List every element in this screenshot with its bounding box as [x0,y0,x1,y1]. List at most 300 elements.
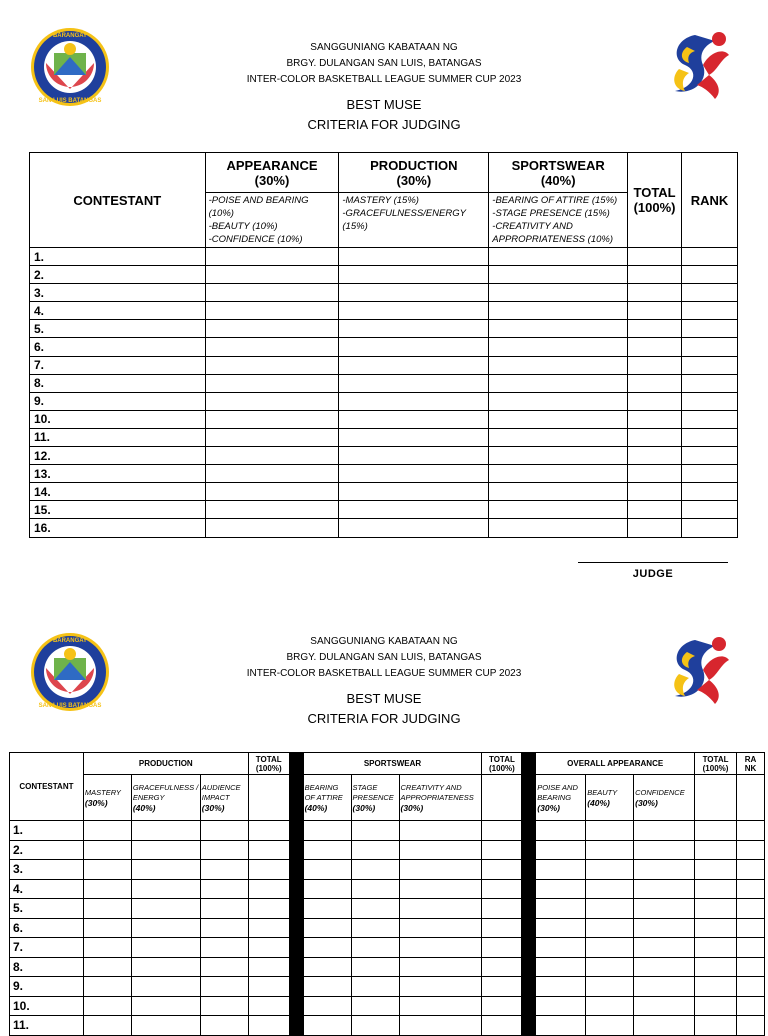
score-cell[interactable] [628,266,682,284]
score-cell[interactable] [399,879,482,899]
score-cell[interactable] [489,248,628,266]
score-cell[interactable] [695,840,737,860]
score-cell[interactable] [536,957,586,977]
table-1-body [30,248,738,538]
row-number: 5. [30,320,206,338]
production-header-2: PRODUCTION [83,753,248,775]
score-cell[interactable] [83,957,131,977]
score-cell[interactable] [339,356,489,374]
score-cell[interactable] [628,428,682,446]
score-cell[interactable] [200,840,248,860]
score-cell[interactable] [200,918,248,938]
score-cell[interactable] [628,483,682,501]
score-cell[interactable] [205,465,339,483]
sportswear-total-subcell [482,775,522,821]
row-number: 4. [10,879,84,899]
table-row [30,338,738,356]
overall-total-subcell [695,775,737,821]
score-cell[interactable] [695,996,737,1016]
score-cell[interactable] [339,266,489,284]
score-cell[interactable] [83,1016,131,1036]
sportswear-criteria [489,193,628,248]
overall-total-label: TOTAL [702,754,729,764]
score-cell[interactable] [83,879,131,899]
score-cell[interactable] [682,428,738,446]
score-cell[interactable] [628,447,682,465]
score-cell[interactable] [634,1016,695,1036]
production-name: PRODUCTION [370,157,458,173]
score-cell[interactable] [205,320,339,338]
score-cell[interactable] [536,918,586,938]
score-cell[interactable] [489,356,628,374]
score-cell[interactable] [248,860,289,880]
score-cell[interactable] [399,957,482,977]
score-cell[interactable] [351,821,399,841]
score-cell[interactable] [482,957,522,977]
score-cell[interactable] [682,320,738,338]
score-cell[interactable] [682,483,738,501]
score-cell[interactable] [205,519,339,537]
score-cell[interactable] [634,821,695,841]
score-cell[interactable] [536,821,586,841]
table-row [10,821,765,841]
score-cell[interactable] [695,918,737,938]
score-cell[interactable] [628,284,682,302]
score-cell[interactable] [482,918,522,938]
score-cell[interactable] [628,374,682,392]
score-cell[interactable] [303,879,351,899]
table-row [10,918,765,938]
score-cell[interactable] [628,338,682,356]
divider-bar-cell [289,879,303,899]
audience-impact-pct: (30%) [201,802,225,813]
score-cell[interactable] [682,338,738,356]
score-cell[interactable] [303,977,351,997]
score-cell[interactable] [399,918,482,938]
score-cell[interactable] [200,899,248,919]
score-cell[interactable] [682,447,738,465]
score-cell[interactable] [339,302,489,320]
divider-bar-cell [289,918,303,938]
row-number: 14. [30,483,206,501]
score-cell[interactable] [83,821,131,841]
score-cell[interactable] [131,918,200,938]
score-cell[interactable] [205,338,339,356]
score-cell[interactable] [634,957,695,977]
score-cell[interactable] [695,957,737,977]
row-number: 2. [10,840,84,860]
score-cell[interactable] [83,977,131,997]
audience-impact-header [200,775,248,821]
row-number: 10. [10,996,84,1016]
score-cell[interactable] [634,938,695,958]
title-block [0,95,768,135]
score-cell[interactable] [634,840,695,860]
score-cell[interactable] [83,899,131,919]
score-cell[interactable] [682,284,738,302]
divider-bar-cell [522,821,536,841]
overall-total-header [695,753,737,775]
score-cell[interactable] [482,840,522,860]
score-cell[interactable] [131,840,200,860]
score-cell[interactable] [131,860,200,880]
rank-header-2 [736,753,764,775]
score-cell[interactable] [131,899,200,919]
score-cell[interactable] [303,840,351,860]
score-cell[interactable] [248,918,289,938]
audience-impact-label: AUDIENCE IMPACT [201,782,241,802]
score-cell[interactable] [83,938,131,958]
score-cell[interactable] [303,918,351,938]
score-cell[interactable] [303,996,351,1016]
score-cell[interactable] [351,1016,399,1036]
score-cell[interactable] [695,879,737,899]
table-row [30,410,738,428]
score-cell[interactable] [489,374,628,392]
score-cell[interactable] [682,410,738,428]
score-cell[interactable] [628,356,682,374]
row-number: 1. [10,821,84,841]
score-cell[interactable] [736,821,764,841]
divider-bar-cell [522,879,536,899]
appearance-criteria [205,193,339,248]
score-cell[interactable] [351,899,399,919]
score-cell[interactable] [586,938,634,958]
score-cell[interactable] [303,957,351,977]
score-cell[interactable] [200,1016,248,1036]
score-cell[interactable] [399,977,482,997]
score-cell[interactable] [634,977,695,997]
score-cell[interactable] [634,996,695,1016]
score-cell[interactable] [205,248,339,266]
table-row [30,302,738,320]
score-cell[interactable] [489,483,628,501]
score-cell[interactable] [200,938,248,958]
score-cell[interactable] [736,938,764,958]
score-cell[interactable] [248,957,289,977]
score-cell[interactable] [351,977,399,997]
criterion-beauty: -BEAUTY (10%) [208,221,278,232]
score-cell[interactable] [736,977,764,997]
score-cell[interactable] [351,860,399,880]
score-cell[interactable] [586,821,634,841]
score-cell[interactable] [682,302,738,320]
score-cell[interactable] [351,840,399,860]
score-cell[interactable] [205,501,339,519]
score-cell[interactable] [482,899,522,919]
score-cell[interactable] [489,501,628,519]
score-cell[interactable] [736,860,764,880]
score-cell[interactable] [628,392,682,410]
score-cell[interactable] [248,996,289,1016]
judging-table-2 [9,752,765,1036]
score-cell[interactable] [339,519,489,537]
score-cell[interactable] [205,428,339,446]
score-cell[interactable] [682,501,738,519]
svg-text:SAN LUIS BATANGAS: SAN LUIS BATANGAS [38,98,102,104]
score-cell[interactable] [399,840,482,860]
score-cell[interactable] [351,879,399,899]
score-cell[interactable] [131,957,200,977]
score-cell[interactable] [489,284,628,302]
overall-appearance-header: OVERALL APPEARANCE [536,753,695,775]
score-cell[interactable] [586,977,634,997]
score-cell[interactable] [482,860,522,880]
score-cell[interactable] [586,840,634,860]
gracefulness-label: GRACEFULNESS / ENERGY [132,782,199,802]
score-cell[interactable] [339,374,489,392]
criterion-confidence: -CONFIDENCE (10%) [208,234,303,245]
score-cell[interactable] [205,374,339,392]
sportswear-header [489,153,628,193]
score-cell[interactable] [628,320,682,338]
score-cell[interactable] [536,1016,586,1036]
score-cell[interactable] [489,410,628,428]
score-cell[interactable] [536,977,586,997]
divider-bar-cell [289,840,303,860]
score-cell[interactable] [205,284,339,302]
score-cell[interactable] [200,996,248,1016]
header-line-2: BRGY. DULANGAN SAN LUIS, BATANGAS [286,58,482,69]
score-cell[interactable] [399,860,482,880]
table-row [30,320,738,338]
score-cell[interactable] [248,879,289,899]
header-line-1b: SANGGUNIANG KABATAAN NG [310,636,458,647]
score-cell[interactable] [83,996,131,1016]
score-cell[interactable] [205,410,339,428]
score-cell[interactable] [200,821,248,841]
score-cell[interactable] [736,918,764,938]
score-cell[interactable] [586,957,634,977]
score-cell[interactable] [205,302,339,320]
score-cell[interactable] [489,519,628,537]
table-row [30,465,738,483]
score-cell[interactable] [200,879,248,899]
table-row [10,957,765,977]
score-cell[interactable] [205,356,339,374]
score-cell[interactable] [634,918,695,938]
poise-pct: (30%) [537,802,560,813]
score-cell[interactable] [628,465,682,483]
score-cell[interactable] [248,938,289,958]
score-cell[interactable] [83,860,131,880]
score-cell[interactable] [695,977,737,997]
score-cell[interactable] [628,501,682,519]
row-number: 10. [30,410,206,428]
row-number: 8. [30,374,206,392]
score-cell[interactable] [482,879,522,899]
score-cell[interactable] [339,447,489,465]
score-cell[interactable] [695,1016,737,1036]
score-cell[interactable] [131,1016,200,1036]
score-cell[interactable] [131,938,200,958]
score-cell[interactable] [628,302,682,320]
score-cell[interactable] [339,248,489,266]
sportswear-total-label: TOTAL [488,754,515,764]
divider-bar-cell [289,899,303,919]
title-criteria: CRITERIA FOR JUDGING [307,117,461,132]
production-criteria [339,193,489,248]
score-cell[interactable] [303,860,351,880]
mastery-header [83,775,131,821]
score-cell[interactable] [205,447,339,465]
row-number: 16. [30,519,206,537]
score-cell[interactable] [634,899,695,919]
score-cell[interactable] [628,519,682,537]
score-cell[interactable] [200,860,248,880]
score-cell[interactable] [536,996,586,1016]
score-cell[interactable] [489,392,628,410]
score-cell[interactable] [628,410,682,428]
score-cell[interactable] [482,938,522,958]
production-total-label: TOTAL [255,754,282,764]
score-cell[interactable] [399,996,482,1016]
score-cell[interactable] [248,1016,289,1036]
score-cell[interactable] [586,879,634,899]
score-cell[interactable] [489,320,628,338]
score-cell[interactable] [682,248,738,266]
score-cell[interactable] [536,879,586,899]
divider-bar-1b [289,775,303,821]
score-cell[interactable] [339,410,489,428]
divider-bar-cell [289,938,303,958]
score-cell[interactable] [482,977,522,997]
score-cell[interactable] [205,483,339,501]
confidence-header [634,775,695,821]
score-cell[interactable] [634,879,695,899]
score-cell[interactable] [205,266,339,284]
score-cell[interactable] [339,428,489,446]
score-cell[interactable] [351,938,399,958]
score-cell[interactable] [482,996,522,1016]
score-cell[interactable] [586,918,634,938]
score-cell[interactable] [205,392,339,410]
score-cell[interactable] [489,447,628,465]
title-best-muse-2: BEST MUSE [346,691,422,706]
divider-bar-cell [522,860,536,880]
score-cell[interactable] [339,392,489,410]
divider-bar-cell [522,918,536,938]
score-cell[interactable] [586,996,634,1016]
row-number: 7. [10,938,84,958]
score-cell[interactable] [586,860,634,880]
score-cell[interactable] [131,821,200,841]
header-line-3: INTER-COLOR BASKETBALL LEAGUE SUMMER CUP 2023 [246,74,522,85]
score-cell[interactable] [536,899,586,919]
appearance-header [205,153,339,193]
score-cell[interactable] [682,374,738,392]
score-cell[interactable] [736,879,764,899]
score-cell[interactable] [303,899,351,919]
score-cell[interactable] [339,483,489,501]
score-cell[interactable] [736,957,764,977]
score-cell[interactable] [736,1016,764,1036]
score-cell[interactable] [339,320,489,338]
score-cell[interactable] [628,248,682,266]
score-cell[interactable] [200,977,248,997]
row-number: 11. [10,1016,84,1036]
score-cell[interactable] [399,1016,482,1036]
score-cell[interactable] [695,899,737,919]
row-number: 8. [10,957,84,977]
score-cell[interactable] [339,465,489,483]
score-cell[interactable] [489,465,628,483]
score-cell[interactable] [303,938,351,958]
score-cell[interactable] [200,957,248,977]
title-criteria-2: CRITERIA FOR JUDGING [307,711,461,726]
score-cell[interactable] [634,860,695,880]
score-cell[interactable] [339,284,489,302]
score-cell[interactable] [399,821,482,841]
score-cell[interactable] [482,821,522,841]
divider-bar-cell [289,957,303,977]
score-cell[interactable] [351,918,399,938]
divider-bar-1 [289,753,303,775]
table-2-body [10,821,765,1036]
score-cell[interactable] [586,899,634,919]
score-cell[interactable] [695,938,737,958]
score-cell[interactable] [339,338,489,356]
score-cell[interactable] [303,1016,351,1036]
score-cell[interactable] [399,899,482,919]
score-cell[interactable] [248,821,289,841]
score-cell[interactable] [351,996,399,1016]
criterion-creativity: -CREATIVITY AND APPROPRIATENESS (10%) [492,221,613,245]
score-cell[interactable] [536,860,586,880]
score-cell[interactable] [695,860,737,880]
judge-label: JUDGE [632,568,674,580]
score-cell[interactable] [248,899,289,919]
score-cell[interactable] [536,938,586,958]
score-cell[interactable] [339,501,489,519]
score-cell[interactable] [83,840,131,860]
score-cell[interactable] [586,1016,634,1036]
score-cell[interactable] [682,465,738,483]
score-cell[interactable] [695,821,737,841]
score-cell[interactable] [131,977,200,997]
attire-pct: (40%) [304,802,328,813]
rank-subcell [736,775,764,821]
score-cell[interactable] [83,918,131,938]
score-cell[interactable] [248,977,289,997]
row-number: 9. [30,392,206,410]
table-row [30,483,738,501]
score-cell[interactable] [536,840,586,860]
score-cell[interactable] [489,266,628,284]
score-cell[interactable] [489,338,628,356]
score-cell[interactable] [682,266,738,284]
score-cell[interactable] [489,302,628,320]
score-cell[interactable] [248,840,289,860]
score-cell[interactable] [736,899,764,919]
score-cell[interactable] [303,821,351,841]
score-cell[interactable] [351,957,399,977]
score-cell[interactable] [682,519,738,537]
score-cell[interactable] [736,996,764,1016]
score-cell[interactable] [489,428,628,446]
score-cell[interactable] [682,356,738,374]
score-cell[interactable] [131,879,200,899]
score-cell[interactable] [682,392,738,410]
score-cell[interactable] [482,1016,522,1036]
rank-part-1: RA [744,754,757,764]
score-cell[interactable] [131,996,200,1016]
divider-bar-cell [289,821,303,841]
score-cell[interactable] [399,938,482,958]
score-cell[interactable] [736,840,764,860]
contestant-header-2: CONTESTANT [10,753,84,821]
judge-signature-line[interactable] [578,562,728,563]
